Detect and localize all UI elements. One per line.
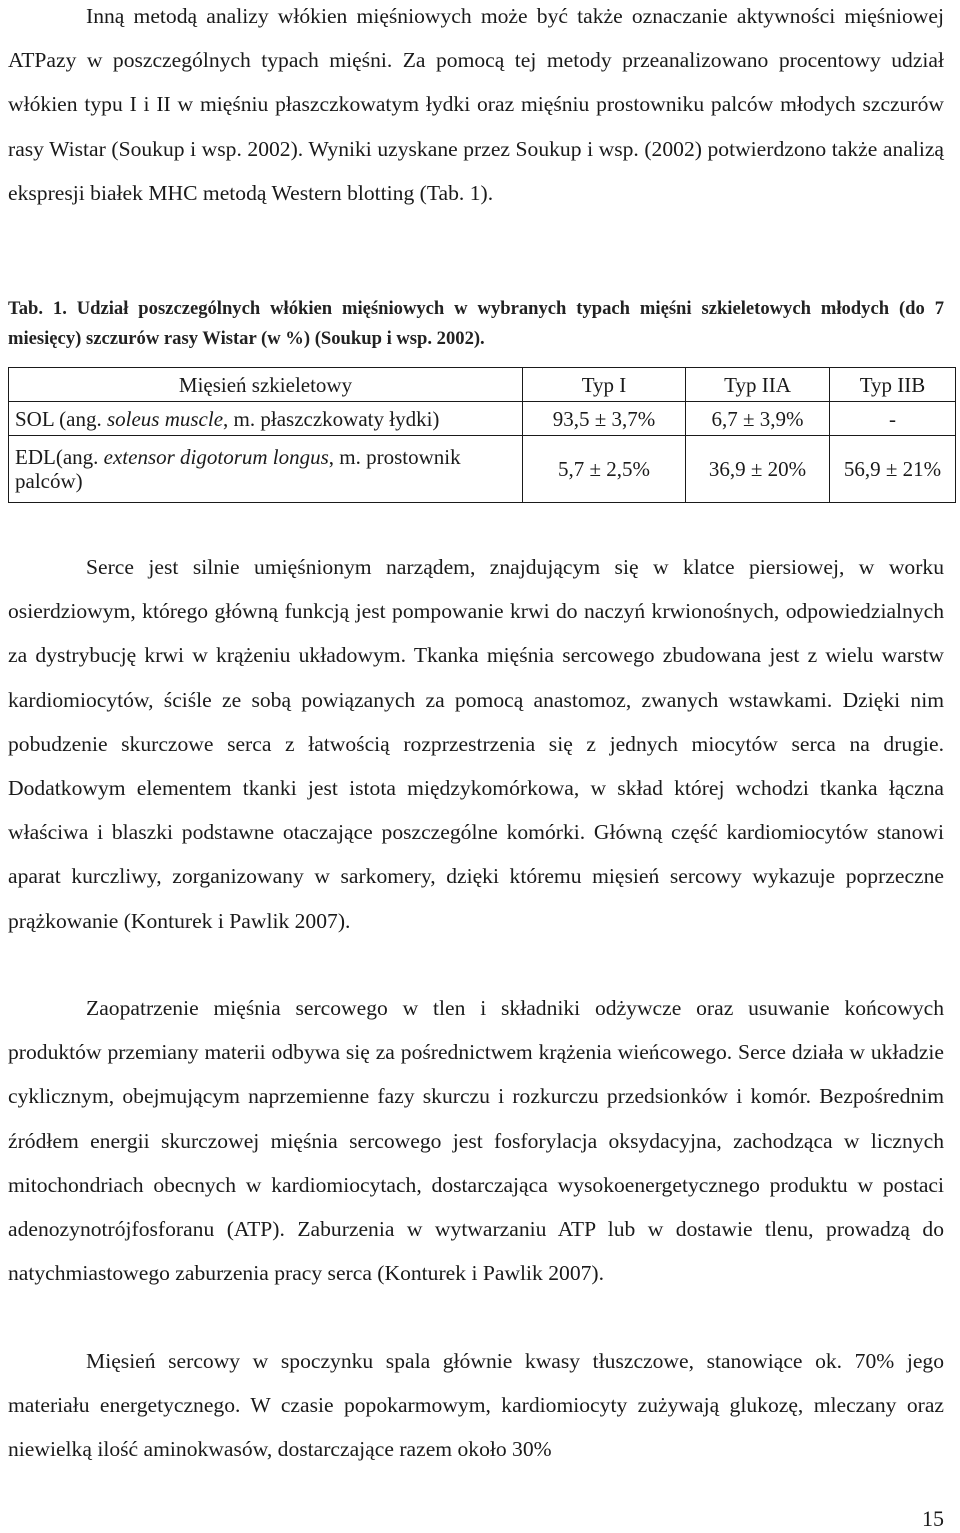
muscle-name-cell bbox=[9, 402, 523, 436]
typ-iib-value: 56,9 ± 21% bbox=[830, 436, 956, 503]
header-typ-iia: Typ IIA bbox=[686, 368, 830, 402]
page-number: 15 bbox=[922, 1506, 944, 1531]
paragraph-heart-metabolism: Mięsień sercowy w spoczynku spala głównie kwasy tłuszczowe, stanowiące ok. 70% jego materiału energetycznego. W czasie popokarmowym, kardiomiocyty zużywają glukozę, mleczany oraz niewielką ilość aminokwasów, dostarczające razem około 30% bbox=[8, 1349, 944, 1462]
paragraph-heart-energy: Zaopatrzenie mięśnia sercowego w tlen i składniki odżywcze oraz usuwanie końcowych produktów przemiany materii odbywa się za pośrednictwem krążenia wieńcowego. Serce działa w układzie cyklicznym, obejmującym naprzemienne fazy skurczu i rozkurczu przedsionków i komór. Bezpośrednim źródłem energii skurczowej mięśnia sercowego jest fosforylacja oksydacyjna, zachodząca w licznych mitochondriach obecnych w kardiomiocytach, dostarczająca wysokoenergetycznego produktu w postaci adenozynotrójfosforanu (ATP). Zaburzenia w wytwarzaniu ATP lub w dostawie tlenu, prowadzą do natychmiastowego zaburzenia pracy serca (Konturek i Pawlik 2007). bbox=[8, 996, 944, 1286]
muscle-fiber-table bbox=[8, 367, 956, 503]
header-typ-iib: Typ IIB bbox=[830, 368, 956, 402]
typ-i-value: 93,5 ± 3,7% bbox=[523, 402, 686, 436]
table-row bbox=[9, 402, 956, 436]
muscle-suffix: , m. prostownik palców) bbox=[15, 445, 461, 493]
header-typ-i: Typ I bbox=[523, 368, 686, 402]
muscle-prefix: SOL (ang. bbox=[15, 406, 107, 431]
muscle-prefix: EDL(ang. bbox=[15, 445, 104, 469]
muscle-latin-name: soleus muscle bbox=[106, 406, 224, 431]
table-caption: Tab. 1. Udział poszczególnych włókien mięśniowych w wybranych typach mięśni szkieletowych młodych (do 7 miesięcy) szczurów rasy Wistar (w %) (Soukup i wsp. 2002). bbox=[8, 298, 944, 349]
typ-iib-value: - bbox=[830, 402, 956, 436]
typ-iia-value: 6,7 ± 3,9% bbox=[686, 402, 830, 436]
muscle-latin-name: extensor digotorum longus bbox=[103, 445, 329, 469]
typ-iia-value: 36,9 ± 20% bbox=[686, 436, 830, 503]
typ-i-value: 5,7 ± 2,5% bbox=[523, 436, 686, 503]
paragraph-heart-structure: Serce jest silnie umięśnionym narządem, znajdującym się w klatce piersiowej, w worku osierdziowym, którego główną funkcją jest pompowanie krwi do naczyń krwionośnych, odpowiedzialnych za dystrybucję krwi w krążeniu układowym. Tkanka mięśnia sercowego zbudowana jest z wielu warstw kardiomiocytów, ściśle ze sobą powiązanych za pomocą anastomoz, zwanych wstawkami. Dzięki nim pobudzenie skurczowe serca z łatwością rozprzestrzenia się z jednych miocytów serca na drugie. Dodatkowym elementem tkanki jest istota międzykomórkowa, w skład której wchodzi tkanka łączna właściwa i blaszki podstawne otaczające poszczególne komórki. Główną część kardiomiocytów stanowi aparat kurczliwy, zorganizowany w sarkomery, dzięki któremu mięsień sercowy wykazuje poprzeczne prążkowanie (Konturek i Pawlik 2007). bbox=[8, 555, 944, 933]
muscle-name-cell bbox=[9, 436, 523, 503]
muscle-suffix: , m. płaszczkowaty łydki) bbox=[223, 406, 440, 431]
header-muscle: Mięsień szkieletowy bbox=[9, 368, 523, 402]
table-row bbox=[9, 436, 956, 503]
paragraph-atpase-method: Inną metodą analizy włókien mięśniowych może być także oznaczanie aktywności mięśniowej ATPazy w poszczególnych typach mięśni. Za pomocą tej metody przeanalizowano procentowy udział włókien typu I i II w mięśniu płaszczkowatym łydki oraz mięśniu prostowniku palców młodych szczurów rasy Wistar (Soukup i wsp. 2002). Wyniki uzyskane przez Soukup i wsp. (2002) potwierdzono także analizą ekspresji białek MHC metodą Western blotting (Tab. 1). bbox=[8, 4, 944, 205]
